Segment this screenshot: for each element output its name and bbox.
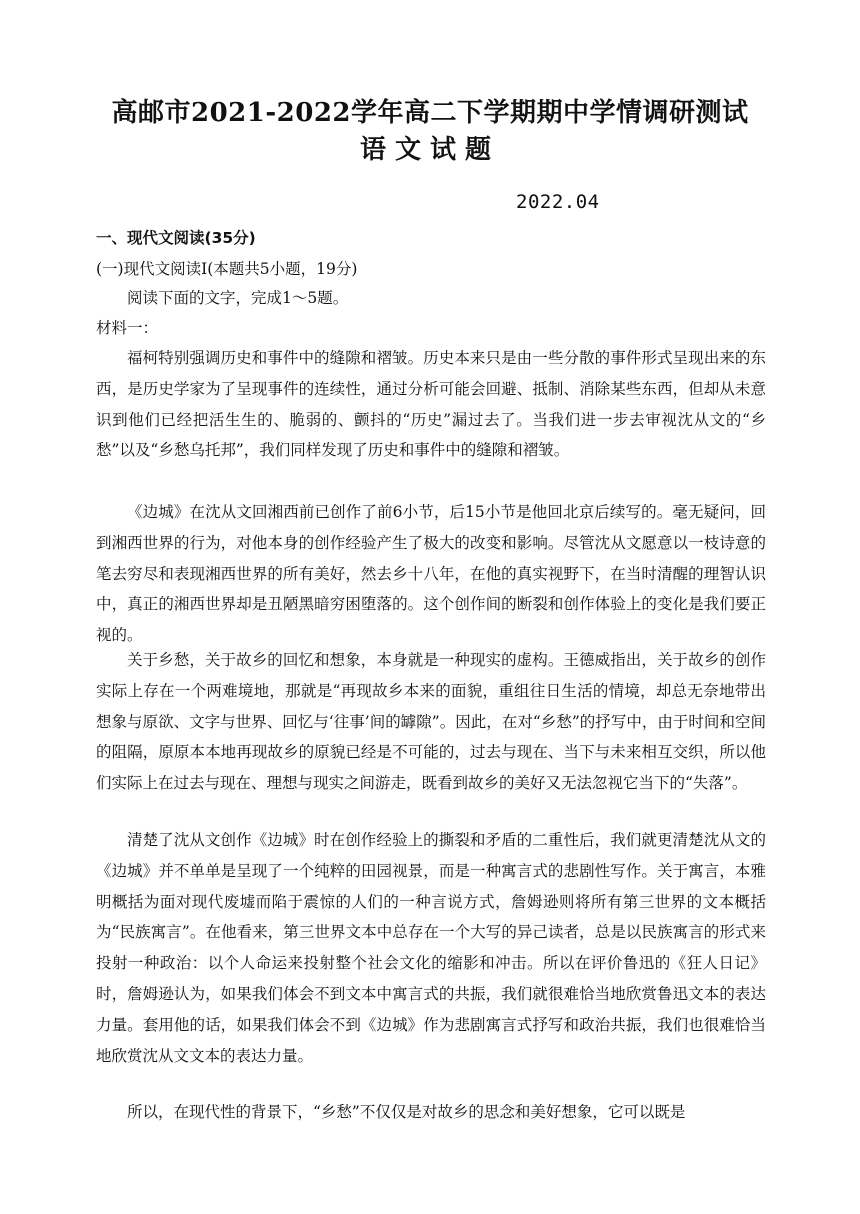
instruction-text: 阅读下面的文字，完成1～5题。: [127, 289, 349, 307]
paragraph-1: 福柯特别强调历史和事件中的缝隙和褶皱。历史本来只是由一些分散的事件形式呈现出来的东西，是历史学家为了呈现事件的连续性，通过分析可能会回避、抵制、消除某些东西，但却从未意识到他们已经把活生生的、脆弱的、颤抖的“历史”漏过去了。当我们进一步去审视沈从文的“乡愁”以及“乡愁乌托邦”，我们同样发现了历史和事件中的缝隙和褶皱。: [96, 349, 766, 460]
sub-section-heading: (一)现代文阅读Ⅰ(本题共5小题，19分): [96, 260, 358, 278]
paragraph-4: 清楚了沈从文创作《边城》时在创作经验上的撕裂和矛盾的二重性后，我们就更清楚沈从文的《边城》并不单单是呈现了一个纯粹的田园视景，而是一种寓言式的悲剧性写作。关于寓言，本雅明概括为面对现代废墟而陷于震惊的人们的一种言说方式，詹姆逊则将所有第三世界的文本概括为“民族寓言”。在他看来，第三世界文本中总存在一个大写的异己读者，总是以民族寓言的形式来投射一种政治：以个人命运来投射整个社会文化的缩影和冲击。所以在评价鲁迅的《狂人日记》时，詹姆逊认为，如果我们体会不到文本中寓言式的共振，我们就很难恰当地欣赏鲁迅文本的表达力量。套用他的话，如果我们体会不到《边城》作为悲剧寓言式抒写和政治共振，我们也很难恰当地欣赏沈从文文本的表达力量。: [96, 831, 766, 1065]
exam-title: 高邮市2021-2022学年高二下学期期中学情调研测试: [111, 98, 749, 128]
paragraph-3: 关于乡愁，关于故乡的回忆和想象，本身就是一种现实的虚构。王德威指出，关于故乡的创作实际上存在一个两难境地，那就是“再现故乡本来的面貌，重组往日生活的情境，却总无奈地带出想象与原欲、文字与世界、回忆与‘往事’间的罅隙”。因此，在对“乡愁”的抒写中，由于时间和空间的阻隔，原原本本地再现故乡的原貌已经是不可能的，过去与现在、当下与未来相互交织，所以他们实际上在过去与现在、理想与现实之间游走，既看到故乡的美好又无法忽视它当下的“失落”。: [96, 651, 766, 793]
exam-subject-title: 语文试题: [359, 135, 500, 165]
paragraph-5: 所以，在现代性的背景下，“乡愁”不仅仅是对故乡的思念和美好想象，它可以既是: [127, 1103, 686, 1121]
section-heading: 一、现代文阅读(35分): [96, 229, 256, 247]
paragraph-2: 《边城》在沈从文回湘西前已创作了前6小节，后15小节是他回北京后续写的。毫无疑问，回到湘西世界的行为，对他本身的创作经验产生了极大的改变和影响。尽管沈从文愿意以一枝诗意的笔去穷尽和表现湘西世界的所有美好，然去乡十八年，在他的真实视野下，在当时清醒的理智认识中，真正的湘西世界却是丑陋黑暗穷困堕落的。这个创作间的断裂和创作体验上的变化是我们要正视的。: [96, 503, 766, 645]
material-label: 材料一：: [96, 319, 159, 337]
exam-date: 2022.04: [516, 191, 600, 213]
